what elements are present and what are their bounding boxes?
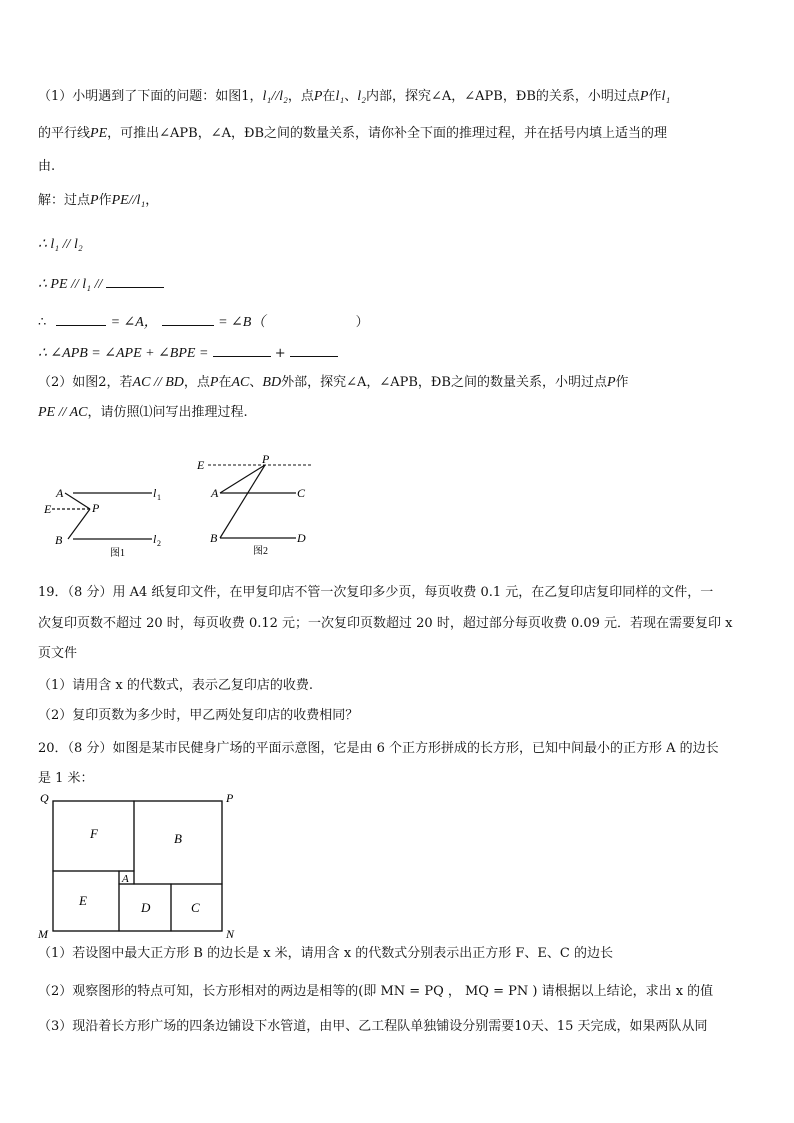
label-l2-sub: 2: [157, 539, 161, 548]
text: 在: [218, 375, 232, 390]
label-M: M: [38, 927, 48, 940]
answer-blank[interactable]: [213, 344, 271, 357]
label-P: P: [92, 501, 100, 515]
text: ，: [145, 193, 159, 208]
figure-2-caption: 图2: [253, 546, 268, 557]
label-P: P: [226, 791, 234, 805]
figures-1-2: [40, 452, 340, 562]
label-B: B: [55, 533, 63, 547]
q20-line5: （3）现沿着长方形广场的四条边铺设下水管道，由甲、乙工程队单独铺设分别需要10天、15 天完成，如果两队从同: [38, 1019, 708, 1034]
math: P: [639, 89, 649, 104]
math: BD: [262, 375, 282, 390]
text: ，点: [183, 375, 210, 390]
segment-AP: [220, 465, 265, 493]
q18-solution-line2: ∴ l₁ // l₂: [38, 237, 83, 252]
math: l₂: [357, 89, 366, 104]
text: +: [274, 346, 286, 361]
text: ，请仿照⑴问写出推理过程.: [87, 405, 248, 420]
q18-solution-line5: [38, 344, 338, 363]
q19-line4: （1）请用含 x 的代数式，表示乙复印店的收费.: [38, 678, 313, 693]
text: （1）小明遇到了下面的问题：如图1，: [38, 89, 263, 104]
label-B: B: [174, 831, 182, 846]
q18-solution-line3: [38, 275, 164, 294]
text: 的平行线: [38, 126, 91, 141]
math: l₁//l₂: [262, 89, 288, 104]
answer-blank[interactable]: [290, 344, 338, 357]
q19-line1: 19．（8 分）用 A4 纸复印文件，在甲复印店不管一次复印多少页，每页收费 0.1 元，在乙复印店复印同样的文件，一: [38, 585, 714, 600]
text: ，可推出∠APB，∠A，ÐB之间的数量关系，请你补全下面的推理过程，并在括号内填上适当的理: [107, 126, 668, 141]
math: PE // AC: [38, 405, 88, 420]
text: 外部，探究∠A，∠APB，ÐB之间的数量关系，小明过点: [281, 375, 607, 390]
figure-2: [196, 452, 312, 557]
label-P: P: [262, 452, 270, 466]
math: ∴ PE // l₁ //: [38, 277, 103, 292]
text: 作: [615, 375, 629, 390]
math: P: [313, 89, 323, 104]
label-A: A: [56, 486, 64, 500]
label-D: D: [297, 531, 306, 545]
math: ∴ ∠APB = ∠APE + ∠BPE =: [38, 346, 209, 361]
text: 、: [344, 89, 358, 104]
label-N: N: [226, 927, 235, 940]
answer-blank[interactable]: [106, 275, 164, 288]
label-l1: l: [153, 486, 157, 500]
q18-solution-line4: [38, 313, 369, 332]
text: （2）如图2，若: [38, 375, 133, 390]
q18-line2: [38, 125, 667, 143]
q20-line1: 20．（8 分）如图是某市民健身广场的平面示意图，它是由 6 个正方形拼成的长方形，已知中间最小的正方形 A 的边长: [38, 741, 719, 756]
math: PE//l₁: [111, 193, 146, 208]
text: 内部，探究∠A，∠APB，ÐB的关系，小明过点: [365, 89, 640, 104]
q19-line5: （2）复印页数为多少时，甲乙两处复印店的收费相同？: [38, 708, 359, 723]
math: AC // BD: [132, 375, 184, 390]
text: 作: [648, 89, 662, 104]
label-E: E: [44, 502, 52, 516]
segment-PB: [68, 509, 90, 539]
q20-line2: 是 1 米：: [38, 771, 94, 786]
label-A: A: [122, 873, 129, 885]
math: l₁: [335, 89, 345, 104]
label-E: E: [79, 893, 87, 908]
q20-line4: （2）观察图形的特点可知，长方形相对的两边是相等的(即 MN = PQ ， MQ = PN ) 请根据以上结论，求出 x 的值: [38, 984, 714, 999]
q18-part2-line2: [38, 404, 248, 422]
q20-line3: （1）若设图中最大正方形 B 的边长是 x 米，请用含 x 的代数式分别表示出正方形 F、E、C 的边长: [38, 946, 614, 961]
answer-blank[interactable]: [162, 313, 214, 326]
label-l1-sub: 1: [157, 493, 161, 502]
segment-AP: [65, 493, 90, 509]
label-E: E: [197, 458, 205, 472]
label-F: F: [90, 826, 98, 841]
q19-line3: 页文件: [38, 646, 78, 661]
q18-line1: [38, 88, 670, 106]
q20-figure: [36, 790, 246, 940]
math: = ∠B（: [218, 315, 266, 330]
answer-blank[interactable]: [56, 313, 106, 326]
q18-line3: 由.: [38, 159, 56, 174]
text: 、: [249, 375, 263, 390]
label-D: D: [141, 900, 151, 915]
label-B: B: [210, 531, 218, 545]
text: 解：过点: [38, 193, 91, 208]
math: P: [606, 375, 616, 390]
q18-part2-line1: [38, 374, 629, 392]
figure-1: [43, 486, 161, 559]
segment-PB: [220, 465, 265, 538]
label-Q: Q: [40, 791, 49, 805]
text: 作: [98, 193, 112, 208]
label-l2: l: [153, 532, 157, 546]
q18-solution-line1: [38, 192, 158, 210]
text: ）: [355, 315, 369, 330]
math: P: [90, 193, 99, 208]
label-A: A: [211, 486, 219, 500]
label-C: C: [191, 900, 200, 915]
math: P: [209, 375, 219, 390]
math: AC: [231, 375, 250, 390]
math: PE: [90, 126, 108, 141]
label-C: C: [297, 486, 306, 500]
math: l₁: [661, 89, 671, 104]
text: ，点: [287, 89, 314, 104]
figure-1-caption: 图1: [110, 548, 125, 559]
text: ∴: [38, 315, 47, 330]
math: = ∠A，: [110, 315, 158, 330]
q19-line2: 次复印页数不超过 20 时，每页收费 0.12 元；一次复印页数超过 20 时，超过部分每页收费 0.09 元．若现在需要复印 x: [38, 616, 733, 631]
text: 在: [322, 89, 336, 104]
